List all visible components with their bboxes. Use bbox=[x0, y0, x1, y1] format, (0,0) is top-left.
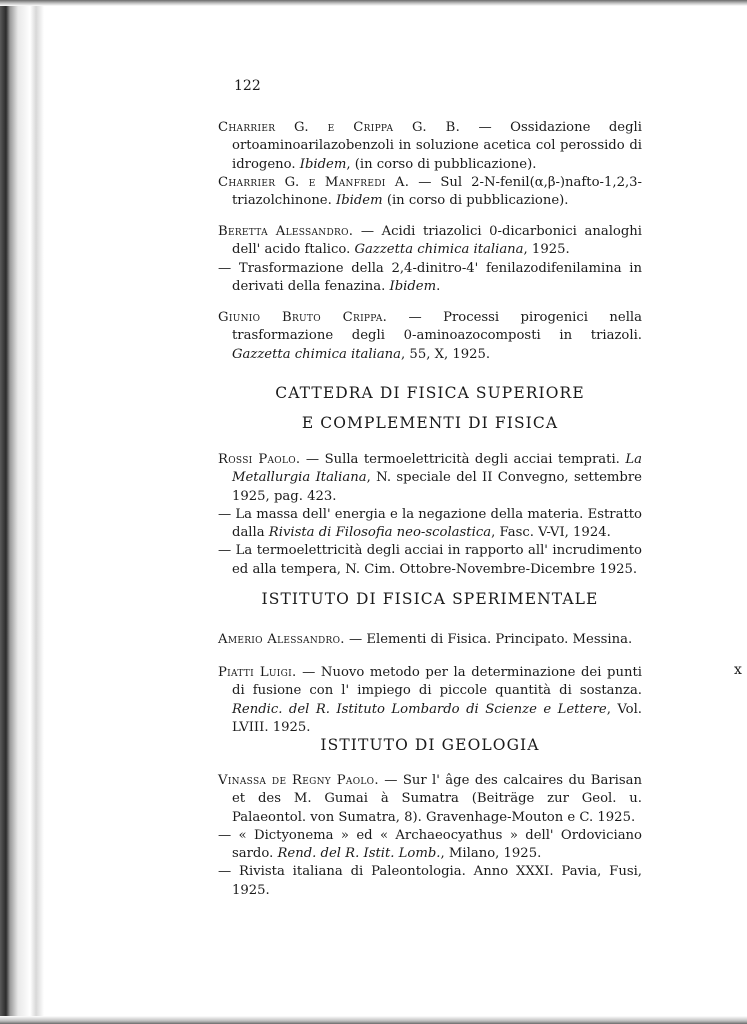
section-heading: ISTITUTO DI FISICA SPERIMENTALE bbox=[261, 590, 599, 608]
section-heading: ISTITUTO DI GEOLOGIA bbox=[320, 736, 540, 754]
margin-mark: x bbox=[734, 662, 742, 678]
bibliography-entry: Piatti Luigi. — Nuovo metodo per la determinazione dei punti di fusione con l' impiego di piccole quantità di sostanza. Rendic. del R. Istituto Lombardo di Scienze e Lettere, Vol. LVIII. 1925. bbox=[218, 665, 643, 735]
page-top-edge bbox=[0, 0, 747, 6]
bibliography-entry: Vinassa de Regny Paolo. — Sur l' âge des calcaires du Barisan et des M. Gumai à Sumatra (Beiträge zur Geol. u. Palaeontol. von Sumatra, 8). Gravenhage-Mouton e C. 1925. — « Dictyonema » ed « Archaeocyathus » dell' Ordoviciano sardo. Rend. del R. Istit. Lomb., Milano, 1925. — Rivista italiana di Paleontologia. Anno XXXI. Pavia, Fusi, 1925. bbox=[218, 773, 642, 898]
section-heading: E COMPLEMENTI DI FISICA bbox=[301, 414, 559, 432]
book-binding-shadow bbox=[0, 0, 44, 1024]
entry-author: Giunio Bruto Crippa. bbox=[218, 310, 388, 325]
entry-author: Beretta Alessandro. bbox=[218, 224, 354, 239]
page-bottom-edge bbox=[0, 1016, 747, 1024]
entry-author: Charrier G. e Manfredi A. bbox=[218, 175, 410, 190]
entry-author: Piatti Luigi. bbox=[218, 665, 297, 680]
entry-author: Amerio Alessandro. bbox=[218, 632, 345, 647]
bibliography-entry: Beretta Alessandro. — Acidi triazolici 0-dicarbonici analoghi dell' acido ftalico. Gazzetta chimica italiana, 1925. — Trasformazione della 2,4-dinitro-4' fenilazodifenilamina in derivati della fenazina. Ibidem. bbox=[218, 224, 643, 294]
bibliography-entry: Charrier G. e Manfredi A. — Sul 2-N-fenil(α,β-)nafto-1,2,3-triazolchinone. Ibidem (in corso di pubblicazione). bbox=[218, 175, 642, 209]
section-heading: CATTEDRA DI FISICA SUPERIORE bbox=[275, 384, 585, 402]
bibliography-entry: Charrier G. e Crippa G. B. — Ossidazione degli ortoaminoarilazobenzoli in soluzione acetica col perossido di idrogeno. Ibidem, (in corso di pubblicazione). bbox=[218, 120, 642, 172]
entry-author: Rossi Paolo. bbox=[218, 452, 301, 467]
entry-author: Charrier G. e Crippa G. B. bbox=[218, 120, 461, 135]
bibliography-entry: Amerio Alessandro. — Elementi di Fisica. Principato. Messina. bbox=[218, 632, 633, 647]
page-number: 122 bbox=[234, 78, 261, 94]
bibliography-entry: Giunio Bruto Crippa. — Processi pirogenici nella trasformazione degli 0-aminoazocomposti in triazoli. Gazzetta chimica italiana, 55, X, 1925. bbox=[218, 310, 642, 362]
bibliography-entry: Rossi Paolo. — Sulla termoelettricità degli acciai temprati. La Metallurgia Italiana, N. speciale del II Convegno, settembre 1925, pag. 423. — La massa dell' energia e la negazione della materia. Estratto dalla Rivista di Filosofia neo-scolastica, Fasc. V-VI, 1924. — La termoelettricità degli acciai in rapporto all' incrudimento ed alla tempera, N. Cim. Ottobre-Novembre-Dicembre 1925. bbox=[218, 452, 642, 577]
entry-author: Vinassa de Regny Paolo. bbox=[218, 773, 379, 788]
